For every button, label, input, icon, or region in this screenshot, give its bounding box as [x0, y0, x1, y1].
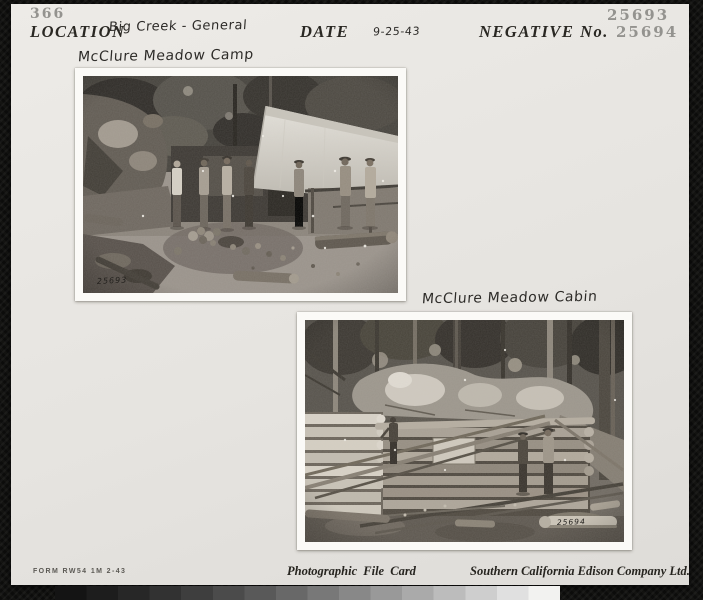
photo1-print — [75, 68, 406, 301]
negative-number-label: NEGATIVE No. — [479, 22, 609, 41]
footer-company-name: Southern California Edison Company Ltd. — [470, 564, 690, 578]
grayscale-calibration-strip — [55, 586, 560, 600]
photo1-caption: McClure Meadow Camp — [77, 46, 255, 66]
photographic-file-card — [11, 4, 689, 585]
negative-number-stamp-2: 25694 — [616, 23, 679, 41]
footer-form-number: FORM RW54 1M 2-43 — [33, 568, 127, 575]
date-value: 9-25-43 — [372, 24, 421, 39]
footer-card-title: Photographic File Card — [287, 564, 416, 578]
photo2-print — [297, 312, 632, 550]
negative-number-stamp-1: 25693 — [607, 6, 670, 24]
photo2-inscription: 25694 — [556, 516, 586, 527]
location-label: LOCATION — [30, 22, 126, 41]
photo2-image — [305, 320, 624, 542]
photo1-image — [83, 76, 398, 293]
photo1-inscription: 25693 — [96, 275, 128, 286]
date-label: DATE — [300, 22, 350, 41]
page-number-stamp: 366 — [30, 6, 66, 22]
location-value: Big Creek - General — [108, 18, 248, 35]
photo2-caption: McClure Meadow Cabin — [421, 288, 599, 308]
